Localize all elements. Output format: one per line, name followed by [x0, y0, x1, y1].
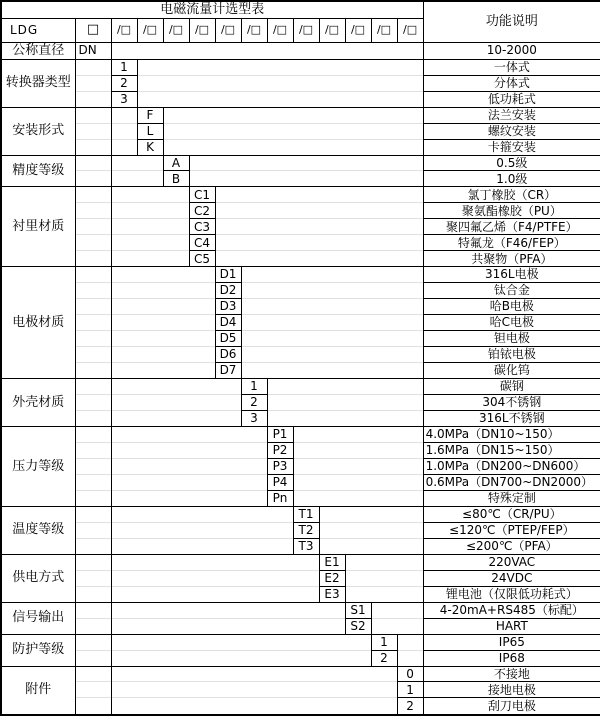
table-row — [1, 426, 600, 442]
description-cell: 螺纹安装 — [423, 123, 600, 139]
table-row — [1, 267, 600, 283]
empty-cell — [215, 219, 423, 235]
function-column-header: 功能说明 — [423, 1, 600, 42]
description-cell: 特氟龙（F46/FEP） — [423, 235, 600, 251]
table-row — [1, 91, 600, 107]
code-cell: E2 — [319, 570, 345, 586]
empty-cell — [75, 251, 111, 267]
empty-cell — [111, 267, 215, 283]
empty-cell — [111, 474, 267, 490]
empty-cell — [75, 347, 111, 363]
empty-cell — [111, 554, 319, 570]
description-cell: 24VDC — [423, 570, 600, 586]
description-cell: 1.6MPa（DN15~150） — [423, 442, 600, 458]
description-cell: 0.5级 — [423, 155, 600, 171]
description-cell: 220VAC — [423, 554, 600, 570]
empty-cell — [345, 570, 423, 586]
code-cell: T1 — [293, 506, 319, 522]
code-cell: S2 — [345, 618, 371, 634]
table-title: 电磁流量计选型表 — [1, 1, 423, 18]
table-row — [1, 59, 600, 75]
model-code-slot: /□ — [345, 18, 371, 42]
table-row — [1, 698, 600, 715]
code-cell: 2 — [397, 698, 423, 715]
empty-cell — [241, 315, 423, 331]
table-row — [1, 379, 600, 395]
model-prefix: LDG — [1, 18, 75, 42]
empty-cell — [75, 395, 111, 411]
empty-cell — [75, 219, 111, 235]
description-cell: 1.0MPa（DN200~DN600） — [423, 458, 600, 474]
code-cell: C2 — [189, 203, 215, 219]
empty-cell — [111, 442, 267, 458]
empty-cell — [75, 139, 111, 155]
empty-cell — [75, 363, 111, 379]
code-cell: A — [163, 155, 189, 171]
empty-cell — [111, 490, 267, 506]
empty-cell — [293, 426, 423, 442]
code-cell: F — [137, 107, 163, 123]
table-row — [1, 283, 600, 299]
description-cell: IP68 — [423, 650, 600, 666]
empty-cell — [111, 522, 293, 538]
code-cell: C3 — [189, 219, 215, 235]
description-cell: 不接地 — [423, 666, 600, 682]
code-cell: E3 — [319, 586, 345, 602]
description-cell: IP65 — [423, 634, 600, 650]
table-row — [1, 442, 600, 458]
table-row — [1, 187, 600, 203]
empty-cell — [241, 283, 423, 299]
empty-cell — [75, 618, 111, 634]
empty-cell — [319, 522, 423, 538]
table-row — [1, 171, 600, 187]
empty-cell — [75, 650, 111, 666]
description-cell: 一体式 — [423, 59, 600, 75]
empty-cell — [75, 426, 111, 442]
table-row — [1, 139, 600, 155]
description-cell: HART — [423, 618, 600, 634]
table-row — [1, 315, 600, 331]
table-row — [1, 570, 600, 586]
code-cell: 2 — [241, 395, 267, 411]
table-row — [1, 235, 600, 251]
empty-cell — [163, 139, 423, 155]
model-code-slot: /□ — [137, 18, 163, 42]
code-cell: E1 — [319, 554, 345, 570]
table-row — [1, 411, 600, 427]
description-cell: 钛合金 — [423, 283, 600, 299]
code-cell: C1 — [189, 187, 215, 203]
empty-cell — [241, 363, 423, 379]
empty-cell — [75, 123, 111, 139]
description-cell: 1.0级 — [423, 171, 600, 187]
empty-cell — [75, 522, 111, 538]
table-row — [1, 586, 600, 602]
table-row — [1, 506, 600, 522]
code-cell: D1 — [215, 267, 241, 283]
empty-cell — [75, 634, 111, 650]
table-row — [1, 331, 600, 347]
code-cell: T2 — [293, 522, 319, 538]
empty-cell — [111, 123, 137, 139]
model-code-slot: /□ — [319, 18, 345, 42]
table-row — [1, 618, 600, 634]
empty-cell — [293, 458, 423, 474]
empty-cell — [111, 299, 215, 315]
description-cell: 氯丁橡胶（CR） — [423, 187, 600, 203]
table-row — [1, 522, 600, 538]
empty-cell — [111, 331, 215, 347]
table-row — [1, 363, 600, 379]
empty-cell — [371, 618, 423, 634]
table-row — [1, 458, 600, 474]
empty-cell — [75, 554, 111, 570]
empty-cell — [111, 251, 189, 267]
empty-cell — [111, 395, 241, 411]
empty-cell — [75, 586, 111, 602]
description-cell: 共聚物（PFA） — [423, 251, 600, 267]
empty-cell — [75, 538, 111, 554]
empty-cell — [75, 698, 111, 715]
code-cell: 2 — [371, 650, 397, 666]
empty-cell — [111, 155, 163, 171]
description-cell: 接地电极 — [423, 682, 600, 698]
empty-cell — [111, 634, 371, 650]
empty-cell — [137, 59, 423, 75]
category-label: 公称直径 — [1, 42, 75, 59]
empty-cell — [75, 666, 111, 682]
code-cell: D6 — [215, 347, 241, 363]
description-cell: ≤200℃（PFA） — [423, 538, 600, 554]
code-cell: D7 — [215, 363, 241, 379]
description-cell: 碳钢 — [423, 379, 600, 395]
code-cell: L — [137, 123, 163, 139]
description-cell: 卡箍安装 — [423, 139, 600, 155]
empty-cell — [75, 442, 111, 458]
model-code-slot: /□ — [241, 18, 267, 42]
table-row — [1, 650, 600, 666]
code-cell: B — [163, 171, 189, 187]
description-cell: 0.6MPa（DN700~DN2000） — [423, 474, 600, 490]
model-code-slot: /□ — [267, 18, 293, 42]
code-cell: S1 — [345, 602, 371, 618]
code-cell: 2 — [111, 75, 137, 91]
empty-cell — [345, 586, 423, 602]
empty-cell — [111, 347, 215, 363]
empty-cell — [111, 42, 423, 59]
empty-cell — [111, 139, 137, 155]
empty-cell — [111, 411, 241, 427]
empty-cell — [345, 554, 423, 570]
code-cell: 1 — [111, 59, 137, 75]
table-row — [1, 219, 600, 235]
code-cell: C5 — [189, 251, 215, 267]
category-label: 电极材质 — [1, 267, 75, 379]
empty-cell — [111, 682, 397, 698]
empty-cell — [75, 299, 111, 315]
code-cell: 0 — [397, 666, 423, 682]
table-row — [1, 682, 600, 698]
code-cell: P3 — [267, 458, 293, 474]
table-row — [1, 75, 600, 91]
model-code-slot: /□ — [397, 18, 423, 42]
description-cell: ≤80℃（CR/PU） — [423, 506, 600, 522]
code-cell: 3 — [111, 91, 137, 107]
table-body — [1, 1, 600, 715]
description-cell: 316L电极 — [423, 267, 600, 283]
description-cell: 聚氨酯橡胶（PU） — [423, 203, 600, 219]
table-row — [1, 490, 600, 506]
empty-cell — [293, 442, 423, 458]
empty-cell — [241, 299, 423, 315]
table-row — [1, 395, 600, 411]
empty-cell — [111, 602, 345, 618]
code-cell: P2 — [267, 442, 293, 458]
code-cell: 3 — [241, 411, 267, 427]
description-cell: 聚四氟乙烯（F4/PTFE） — [423, 219, 600, 235]
description-cell: 锂电池（仅限低功耗式） — [423, 586, 600, 602]
empty-cell — [75, 490, 111, 506]
empty-cell — [75, 75, 111, 91]
empty-cell — [75, 155, 111, 171]
empty-cell — [111, 235, 189, 251]
description-cell: 铂铱电极 — [423, 347, 600, 363]
description-cell: 低功耗式 — [423, 91, 600, 107]
empty-cell — [189, 171, 423, 187]
table-row — [1, 474, 600, 490]
description-cell: 316L不锈钢 — [423, 411, 600, 427]
code-cell: P4 — [267, 474, 293, 490]
category-label: 信号输出 — [1, 602, 75, 634]
empty-cell — [75, 171, 111, 187]
empty-cell — [75, 570, 111, 586]
model-code-slot: /□ — [163, 18, 189, 42]
empty-cell — [111, 618, 345, 634]
empty-cell — [267, 395, 423, 411]
empty-cell — [111, 506, 293, 522]
code-cell: 1 — [241, 379, 267, 395]
empty-cell — [319, 506, 423, 522]
code-cell: T3 — [293, 538, 319, 554]
code-cell: D3 — [215, 299, 241, 315]
empty-cell — [397, 650, 423, 666]
table-row — [1, 347, 600, 363]
empty-cell — [111, 203, 189, 219]
empty-cell — [293, 474, 423, 490]
empty-cell — [75, 411, 111, 427]
table-row — [1, 123, 600, 139]
empty-cell — [163, 107, 423, 123]
empty-cell — [111, 586, 319, 602]
empty-cell — [75, 203, 111, 219]
table-row — [1, 42, 600, 59]
model-code-slot: /□ — [215, 18, 241, 42]
description-cell: 4-20mA+RS485（标配） — [423, 602, 600, 618]
empty-cell — [215, 203, 423, 219]
empty-cell — [241, 331, 423, 347]
table-row — [1, 155, 600, 171]
empty-cell — [137, 91, 423, 107]
code-cell: 1 — [371, 634, 397, 650]
description-cell: 分体式 — [423, 75, 600, 91]
empty-cell — [111, 171, 163, 187]
empty-cell — [111, 315, 215, 331]
description-cell: 特殊定制 — [423, 490, 600, 506]
empty-cell — [111, 187, 189, 203]
code-cell: C4 — [189, 235, 215, 251]
empty-cell — [111, 698, 397, 715]
code-cell: D2 — [215, 283, 241, 299]
empty-cell — [75, 331, 111, 347]
empty-cell — [111, 283, 215, 299]
model-code-slot: /□ — [189, 18, 215, 42]
empty-cell — [75, 602, 111, 618]
description-cell: 10-2000 — [423, 42, 600, 59]
description-cell: 钽电极 — [423, 331, 600, 347]
code-cell: P1 — [267, 426, 293, 442]
table-row — [1, 602, 600, 618]
empty-cell — [241, 267, 423, 283]
category-label: 防护等级 — [1, 634, 75, 666]
empty-cell — [75, 283, 111, 299]
table-row — [1, 554, 600, 570]
table-row — [1, 634, 600, 650]
empty-cell — [137, 75, 423, 91]
empty-cell — [75, 379, 111, 395]
empty-cell — [267, 411, 423, 427]
description-cell: 刮刀电极 — [423, 698, 600, 715]
category-label: 外壳材质 — [1, 379, 75, 427]
code-cell: D4 — [215, 315, 241, 331]
category-label: 压力等级 — [1, 426, 75, 506]
model-code-slot: /□ — [371, 18, 397, 42]
empty-cell — [111, 426, 267, 442]
empty-cell — [75, 315, 111, 331]
empty-cell — [111, 666, 397, 682]
table-row — [1, 203, 600, 219]
description-cell: 法兰安装 — [423, 107, 600, 123]
empty-cell — [241, 347, 423, 363]
empty-cell — [75, 235, 111, 251]
empty-cell — [189, 155, 423, 171]
empty-cell — [163, 123, 423, 139]
category-label: 安装形式 — [1, 107, 75, 155]
category-label: 温度等级 — [1, 506, 75, 554]
empty-cell — [111, 379, 241, 395]
category-label: 转换器类型 — [1, 59, 75, 107]
description-cell: 哈B电极 — [423, 299, 600, 315]
category-label: 附件 — [1, 666, 75, 715]
empty-cell — [215, 187, 423, 203]
empty-cell — [267, 379, 423, 395]
table-row — [1, 666, 600, 682]
empty-cell — [293, 490, 423, 506]
code-cell: DN — [75, 42, 111, 59]
empty-cell — [397, 634, 423, 650]
description-cell: 4.0MPa（DN10~150） — [423, 426, 600, 442]
empty-cell — [215, 235, 423, 251]
empty-cell — [75, 107, 111, 123]
empty-cell — [111, 650, 371, 666]
description-cell: 哈C电极 — [423, 315, 600, 331]
empty-cell — [75, 59, 111, 75]
empty-cell — [111, 107, 137, 123]
table-row — [1, 538, 600, 554]
empty-cell — [319, 538, 423, 554]
empty-cell — [111, 570, 319, 586]
code-cell: 1 — [397, 682, 423, 698]
model-code-slot: /□ — [293, 18, 319, 42]
model-code-box: □ — [75, 18, 111, 42]
empty-cell — [75, 474, 111, 490]
description-cell: ≤120℃（PTEP/FEP） — [423, 522, 600, 538]
empty-cell — [215, 251, 423, 267]
table-row — [1, 299, 600, 315]
empty-cell — [75, 267, 111, 283]
code-cell: K — [137, 139, 163, 155]
code-cell: Pn — [267, 490, 293, 506]
empty-cell — [371, 602, 423, 618]
empty-cell — [111, 219, 189, 235]
empty-cell — [75, 682, 111, 698]
empty-cell — [75, 91, 111, 107]
table-row — [1, 107, 600, 123]
code-cell: D5 — [215, 331, 241, 347]
category-label: 精度等级 — [1, 155, 75, 187]
category-label: 供电方式 — [1, 554, 75, 602]
empty-cell — [75, 187, 111, 203]
model-code-slot: /□ — [111, 18, 137, 42]
empty-cell — [111, 538, 293, 554]
empty-cell — [75, 506, 111, 522]
category-label: 衬里材质 — [1, 187, 75, 267]
table-row — [1, 251, 600, 267]
description-cell: 碳化钨 — [423, 363, 600, 379]
empty-cell — [111, 458, 267, 474]
empty-cell — [111, 363, 215, 379]
description-cell: 304不锈钢 — [423, 395, 600, 411]
empty-cell — [75, 458, 111, 474]
